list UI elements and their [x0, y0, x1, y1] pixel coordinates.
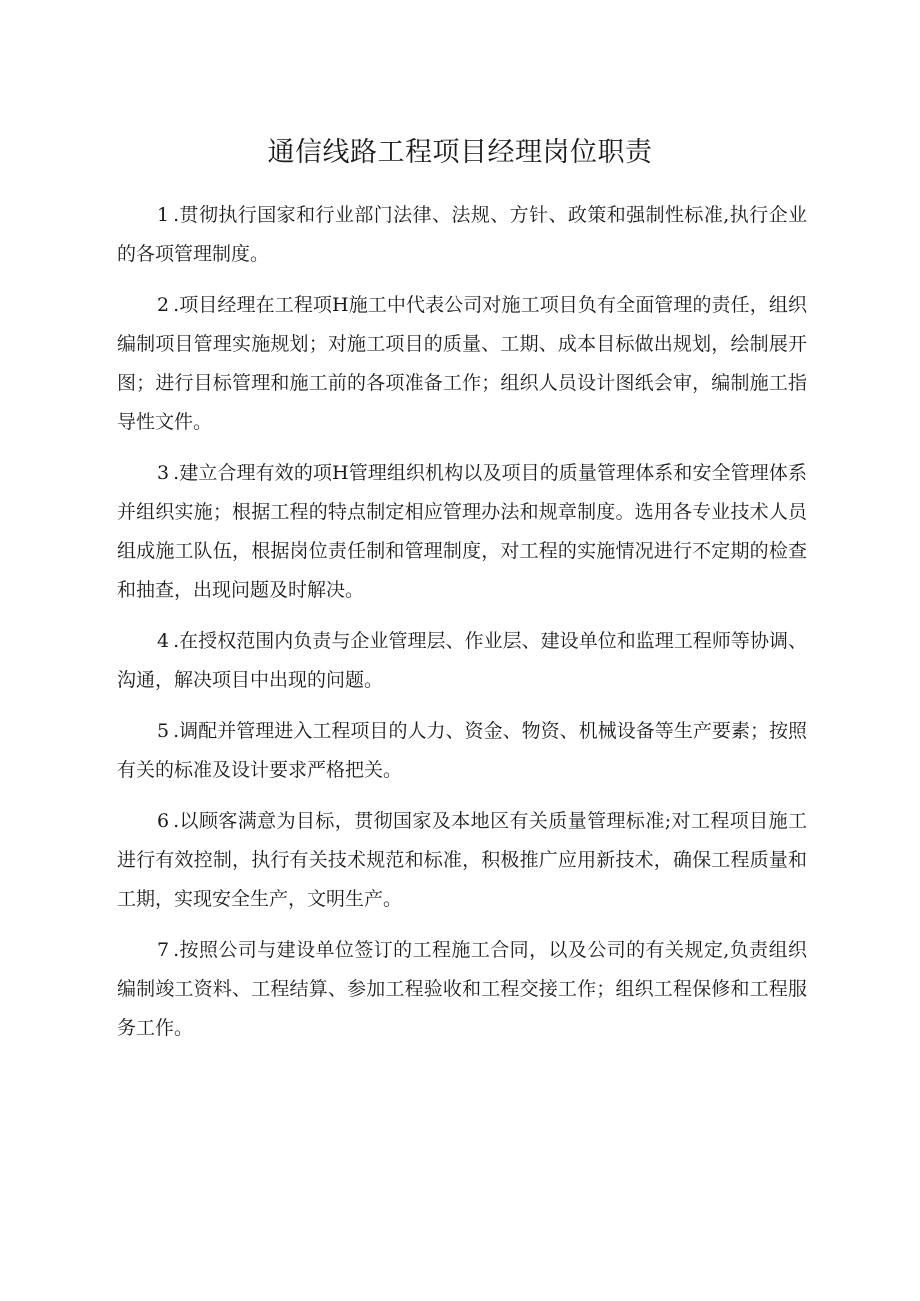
document-body — [117, 196, 807, 1060]
paragraph-4 — [117, 622, 807, 700]
paragraph-text: .调配并管理进入工程项目的人力、资金、物资、机械设备等生产要素；按照有关的标准及设计要求严格把关。 — [117, 720, 807, 781]
paragraph-text: .项目经理在工程项H施工中代表公司对施工项目负有全面管理的责任，组织编制项目管理实施规划；对施工项目的质量、工期、成本目标做出规划，绘制展开图；进行目标管理和施工前的各项准备工作；组织人员设计图纸会审，编制施工指导性文件。 — [117, 294, 807, 433]
paragraph-2 — [117, 286, 807, 442]
paragraph-number: 6 — [157, 810, 170, 832]
paragraph-number: 7 — [157, 939, 170, 961]
document-title: 通信线路工程项目经理岗位职责 — [267, 137, 653, 168]
paragraph-1 — [117, 196, 807, 274]
paragraph-6 — [117, 802, 807, 919]
paragraph-7 — [117, 931, 807, 1048]
paragraph-number: 1 — [157, 204, 170, 226]
paragraph-number: 4 — [157, 630, 170, 652]
paragraph-5 — [117, 712, 807, 790]
paragraph-text: .贯彻执行国家和行业部门法律、法规、方针、政策和强制性标准,执行企业的各项管理制度。 — [117, 204, 807, 265]
paragraph-number: 3 — [157, 462, 170, 484]
paragraph-3 — [117, 454, 807, 610]
paragraph-text: .在授权范围内负责与企业管理层、作业层、建设单位和监理工程师等协调、沟通，解决项目中出现的问题。 — [117, 630, 807, 691]
paragraph-text: .以顾客满意为目标，贯彻国家及本地区有关质量管理标准;对工程项目施工进行有效控制，执行有关技术规范和标准，积极推广应用新技术，确保工程质量和工期，实现安全生产，文明生产。 — [117, 810, 807, 910]
paragraph-text: .建立合理有效的项H管理组织机构以及项目的质量管理体系和安全管理体系并组织实施；根据工程的特点制定相应管理办法和规章制度。选用各专业技术人员组成施工队伍，根据岗位责任制和管理制度，对工程的实施情况进行不定期的检查和抽查，出现问题及时解决。 — [117, 462, 807, 601]
paragraph-number: 2 — [157, 294, 170, 316]
paragraph-text: .按照公司与建设单位签订的工程施工合同，以及公司的有关规定,负责组织编制竣工资料、工程结算、参加工程验收和工程交接工作；组织工程保修和工程服务工作。 — [117, 939, 807, 1039]
paragraph-number: 5 — [157, 720, 170, 742]
